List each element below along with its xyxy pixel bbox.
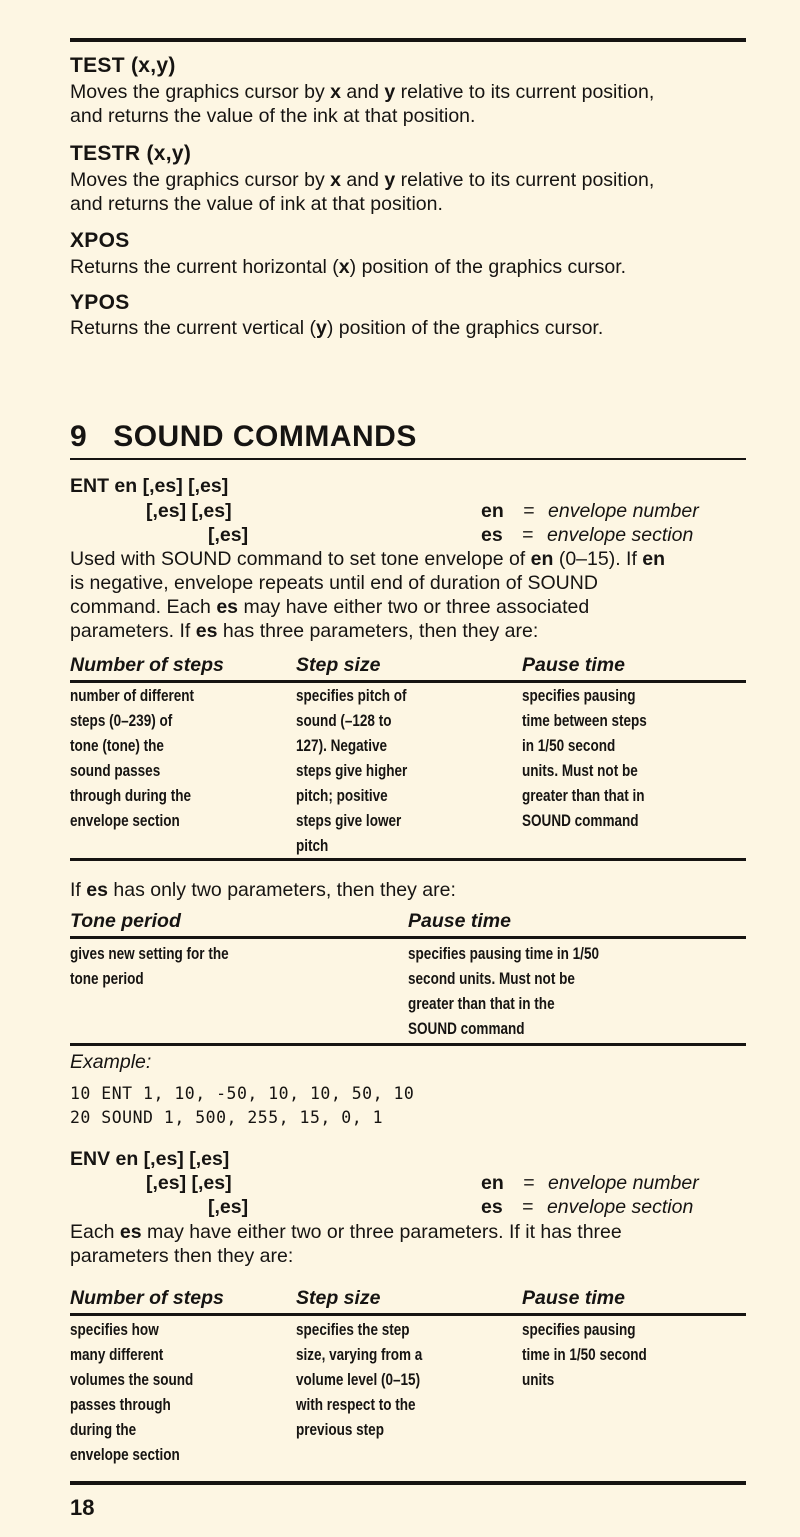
- env-def-es-term: es: [481, 1196, 503, 1218]
- ent-t2-col-2: [408, 942, 599, 1042]
- ent-def-en: [481, 500, 699, 523]
- ent-t3-cell-line: in 1/50 second: [522, 737, 616, 755]
- func-desc-line: and returns the value of the ink at that position.: [70, 105, 476, 127]
- ent-t2-cell-line: second units. Must not be: [408, 970, 575, 988]
- ent-t3-cell-line: steps (0–239) of: [70, 712, 173, 730]
- ent-def-en-eq: =: [523, 500, 535, 522]
- env-t3-header-2: Step size: [296, 1287, 381, 1309]
- env-def-en-meaning: envelope number: [548, 1172, 699, 1194]
- func-ypos-name: YPOS: [70, 291, 130, 314]
- ent-syntax-line-2: [,es] [,es]: [146, 500, 232, 522]
- env-syntax-line-3: [,es]: [208, 1196, 249, 1218]
- env-t3-cell-line: during the: [70, 1421, 137, 1439]
- ent-t3-col-2: [296, 684, 407, 859]
- func-test-name: TEST (x,y): [70, 54, 176, 77]
- env-t3-header-1: Number of steps: [70, 1287, 224, 1309]
- ent-t2-col-1: [70, 942, 229, 992]
- ent-t2-header-rule: [70, 936, 746, 939]
- env-t3-header-rule: [70, 1313, 746, 1316]
- example-line-1: 10 ENT 1, 10, -50, 10, 10, 50, 10: [70, 1084, 415, 1103]
- ent-t3-cell-line: units. Must not be: [522, 762, 638, 780]
- ent-t3-cell-line: through during the: [70, 787, 192, 805]
- section-title: SOUND COMMANDS: [113, 420, 417, 453]
- ent-t3-cell-line: tone (tone) the: [70, 737, 164, 755]
- ent-t3-header-1: Number of steps: [70, 654, 224, 676]
- env-t3-col-3: [522, 1318, 647, 1393]
- env-description: [70, 1220, 622, 1268]
- ent-def-es-meaning: envelope section: [546, 524, 694, 546]
- ent-t3-cell-line: pitch; positive: [296, 787, 388, 805]
- example-line-2: 20 SOUND 1, 500, 255, 15, 0, 1: [70, 1108, 384, 1127]
- env-t3-col-1: [70, 1318, 193, 1468]
- ent-t3-cell-line: specifies pausing: [522, 687, 636, 705]
- ent-t3-cell-line: envelope section: [70, 812, 180, 830]
- env-t3-cell-line: previous step: [296, 1421, 384, 1439]
- ent-def-en-term: en: [481, 500, 504, 522]
- func-ypos-desc: [70, 316, 603, 340]
- ent-t3-cell-line: 127). Negative: [296, 737, 388, 755]
- func-desc-line: and returns the value of ink at that position.: [70, 193, 443, 215]
- ent-desc-line: parameters. If es has three parameters, then they are:: [70, 620, 539, 642]
- ent-desc-line: is negative, envelope repeats until end of duration of SOUND: [70, 572, 598, 594]
- top-rule: [70, 38, 746, 42]
- func-desc-line: Moves the graphics cursor by x and y relative to its current position,: [70, 169, 655, 191]
- env-t3-header-3: Pause time: [522, 1287, 625, 1309]
- ent-t3-header-2: Step size: [296, 654, 381, 676]
- env-t3-bottom-rule: [70, 1481, 746, 1485]
- ent-t3-cell-line: time between steps: [522, 712, 647, 730]
- ent-two-param-intro: If es has only two parameters, then they are:: [70, 879, 456, 901]
- ent-t2-cell-line: gives new setting for the: [70, 945, 229, 963]
- ent-t3-cell-line: number of different: [70, 687, 195, 705]
- env-t3-cell-line: volume level (0–15): [296, 1371, 421, 1389]
- ent-t3-header-3: Pause time: [522, 654, 625, 676]
- ent-t2-header-2: Pause time: [408, 910, 511, 932]
- func-xpos-desc: [70, 255, 626, 279]
- section-rule: [70, 458, 746, 460]
- env-def-es-meaning: envelope section: [546, 1196, 694, 1218]
- env-t3-cell-line: envelope section: [70, 1446, 180, 1464]
- ent-t3-cell-line: steps give higher: [296, 762, 408, 780]
- func-desc-line: Moves the graphics cursor by x and y relative to its current position,: [70, 81, 655, 103]
- env-t3-col-2: [296, 1318, 422, 1443]
- ent-t2-cell-line: tone period: [70, 970, 144, 988]
- func-desc-line: Returns the current horizontal (x) position of the graphics cursor.: [70, 256, 627, 278]
- ent-t3-col-1: [70, 684, 194, 834]
- env-desc-line: parameters then they are:: [70, 1245, 294, 1267]
- ent-def-en-meaning: envelope number: [548, 500, 699, 522]
- env-t3-cell-line: with respect to the: [296, 1396, 416, 1414]
- section-heading: [70, 420, 417, 454]
- env-t3-cell-line: specifies pausing: [522, 1321, 636, 1339]
- ent-t3-cell-line: steps give lower: [296, 812, 402, 830]
- env-syntax-line-1: ENV en [,es] [,es]: [70, 1148, 230, 1170]
- env-def-en-term: en: [481, 1172, 504, 1194]
- ent-t3-col-3: [522, 684, 647, 834]
- ent-t2-bottom-rule: [70, 1043, 746, 1046]
- env-def-es-eq: =: [522, 1196, 534, 1218]
- env-t3-cell-line: units: [522, 1371, 555, 1389]
- ent-def-es-eq: =: [522, 524, 534, 546]
- env-desc-line: Each es may have either two or three parameters. If it has three: [70, 1221, 622, 1243]
- ent-desc-line: command. Each es may have either two or three associated: [70, 596, 590, 618]
- func-testr-desc: [70, 168, 654, 216]
- env-def-en: [481, 1172, 699, 1195]
- func-xpos-name: XPOS: [70, 229, 130, 252]
- ent-def-es: [481, 524, 693, 547]
- ent-t2-header-1: Tone period: [70, 910, 181, 932]
- ent-t2-cell-line: greater than that in the: [408, 995, 555, 1013]
- env-t3-cell-line: many different: [70, 1346, 164, 1364]
- section-number: 9: [70, 420, 88, 453]
- ent-t2-cell-line: SOUND command: [408, 1020, 525, 1038]
- env-t3-cell-line: size, varying from a: [296, 1346, 423, 1364]
- ent-def-es-term: es: [481, 524, 503, 546]
- page-number: 18: [70, 1495, 95, 1520]
- func-desc-line: Returns the current vertical (y) position of the graphics cursor.: [70, 317, 604, 339]
- ent-syntax-line-1: ENT en [,es] [,es]: [70, 475, 229, 497]
- func-testr-name: TESTR (x,y): [70, 142, 192, 165]
- env-t3-cell-line: time in 1/50 second: [522, 1346, 647, 1364]
- ent-t3-header-rule: [70, 680, 746, 683]
- ent-description: [70, 547, 665, 643]
- env-t3-cell-line: volumes the sound: [70, 1371, 194, 1389]
- env-t3-cell-line: passes through: [70, 1396, 171, 1414]
- ent-t2-cell-line: specifies pausing time in 1/50: [408, 945, 599, 963]
- func-test-desc: [70, 80, 654, 128]
- ent-t3-cell-line: SOUND command: [522, 812, 639, 830]
- ent-t3-bottom-rule: [70, 858, 746, 861]
- ent-syntax-line-3: [,es]: [208, 524, 249, 546]
- ent-desc-line: Used with SOUND command to set tone envelope of en (0–15). If en: [70, 548, 666, 570]
- ent-t3-cell-line: greater than that in: [522, 787, 645, 805]
- env-t3-cell-line: specifies how: [70, 1321, 159, 1339]
- example-label: Example:: [70, 1051, 152, 1073]
- ent-t3-cell-line: sound (–128 to: [296, 712, 392, 730]
- env-def-en-eq: =: [523, 1172, 535, 1194]
- env-syntax-line-2: [,es] [,es]: [146, 1172, 232, 1194]
- ent-t3-cell-line: pitch: [296, 837, 329, 855]
- env-def-es: [481, 1196, 693, 1219]
- ent-t3-cell-line: sound passes: [70, 762, 161, 780]
- env-t3-cell-line: specifies the step: [296, 1321, 410, 1339]
- ent-t3-cell-line: specifies pitch of: [296, 687, 407, 705]
